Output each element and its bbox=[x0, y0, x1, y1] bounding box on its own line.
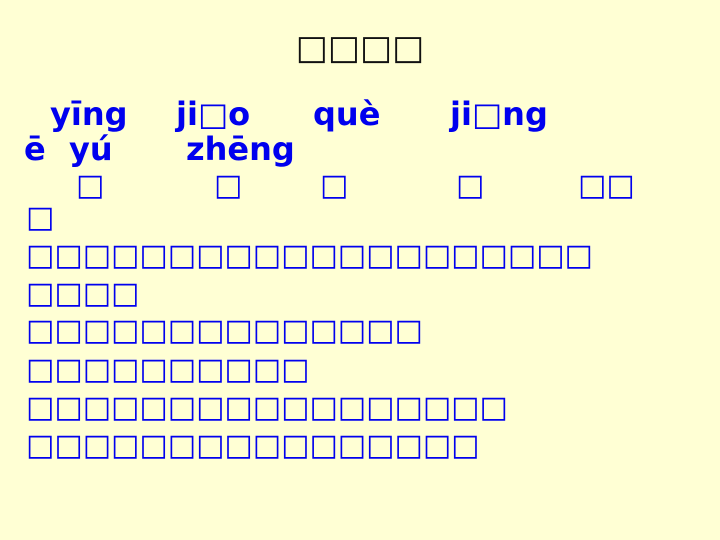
text-line-1: □ bbox=[26, 200, 55, 235]
pinyin-yu: yú bbox=[69, 130, 113, 168]
pinyin-que: què bbox=[313, 95, 381, 133]
page-title: □□□□ bbox=[295, 28, 425, 68]
char-3: □ bbox=[320, 168, 349, 203]
pinyin-jiao: ji□o bbox=[176, 95, 251, 133]
char-4: □ bbox=[456, 168, 485, 203]
text-line-3: □□□□ bbox=[26, 276, 140, 311]
text-line-2: □□□□□□□□□□□□□□□□□□□□ bbox=[26, 238, 593, 273]
pinyin-e: ē bbox=[24, 130, 46, 168]
text-line-5: □□□□□□□□□□ bbox=[26, 352, 310, 387]
text-line-4: □□□□□□□□□□□□□□ bbox=[26, 313, 423, 348]
pinyin-zheng: zhēng bbox=[186, 130, 295, 168]
char-2: □ bbox=[214, 168, 243, 203]
char-5: □□ bbox=[578, 168, 635, 203]
pinyin-jiang: ji□ng bbox=[450, 95, 548, 133]
char-1: □ bbox=[76, 168, 105, 203]
pinyin-ying: yīng bbox=[50, 95, 128, 133]
text-line-6: □□□□□□□□□□□□□□□□□ bbox=[26, 390, 508, 425]
text-line-7: □□□□□□□□□□□□□□□□ bbox=[26, 428, 480, 463]
